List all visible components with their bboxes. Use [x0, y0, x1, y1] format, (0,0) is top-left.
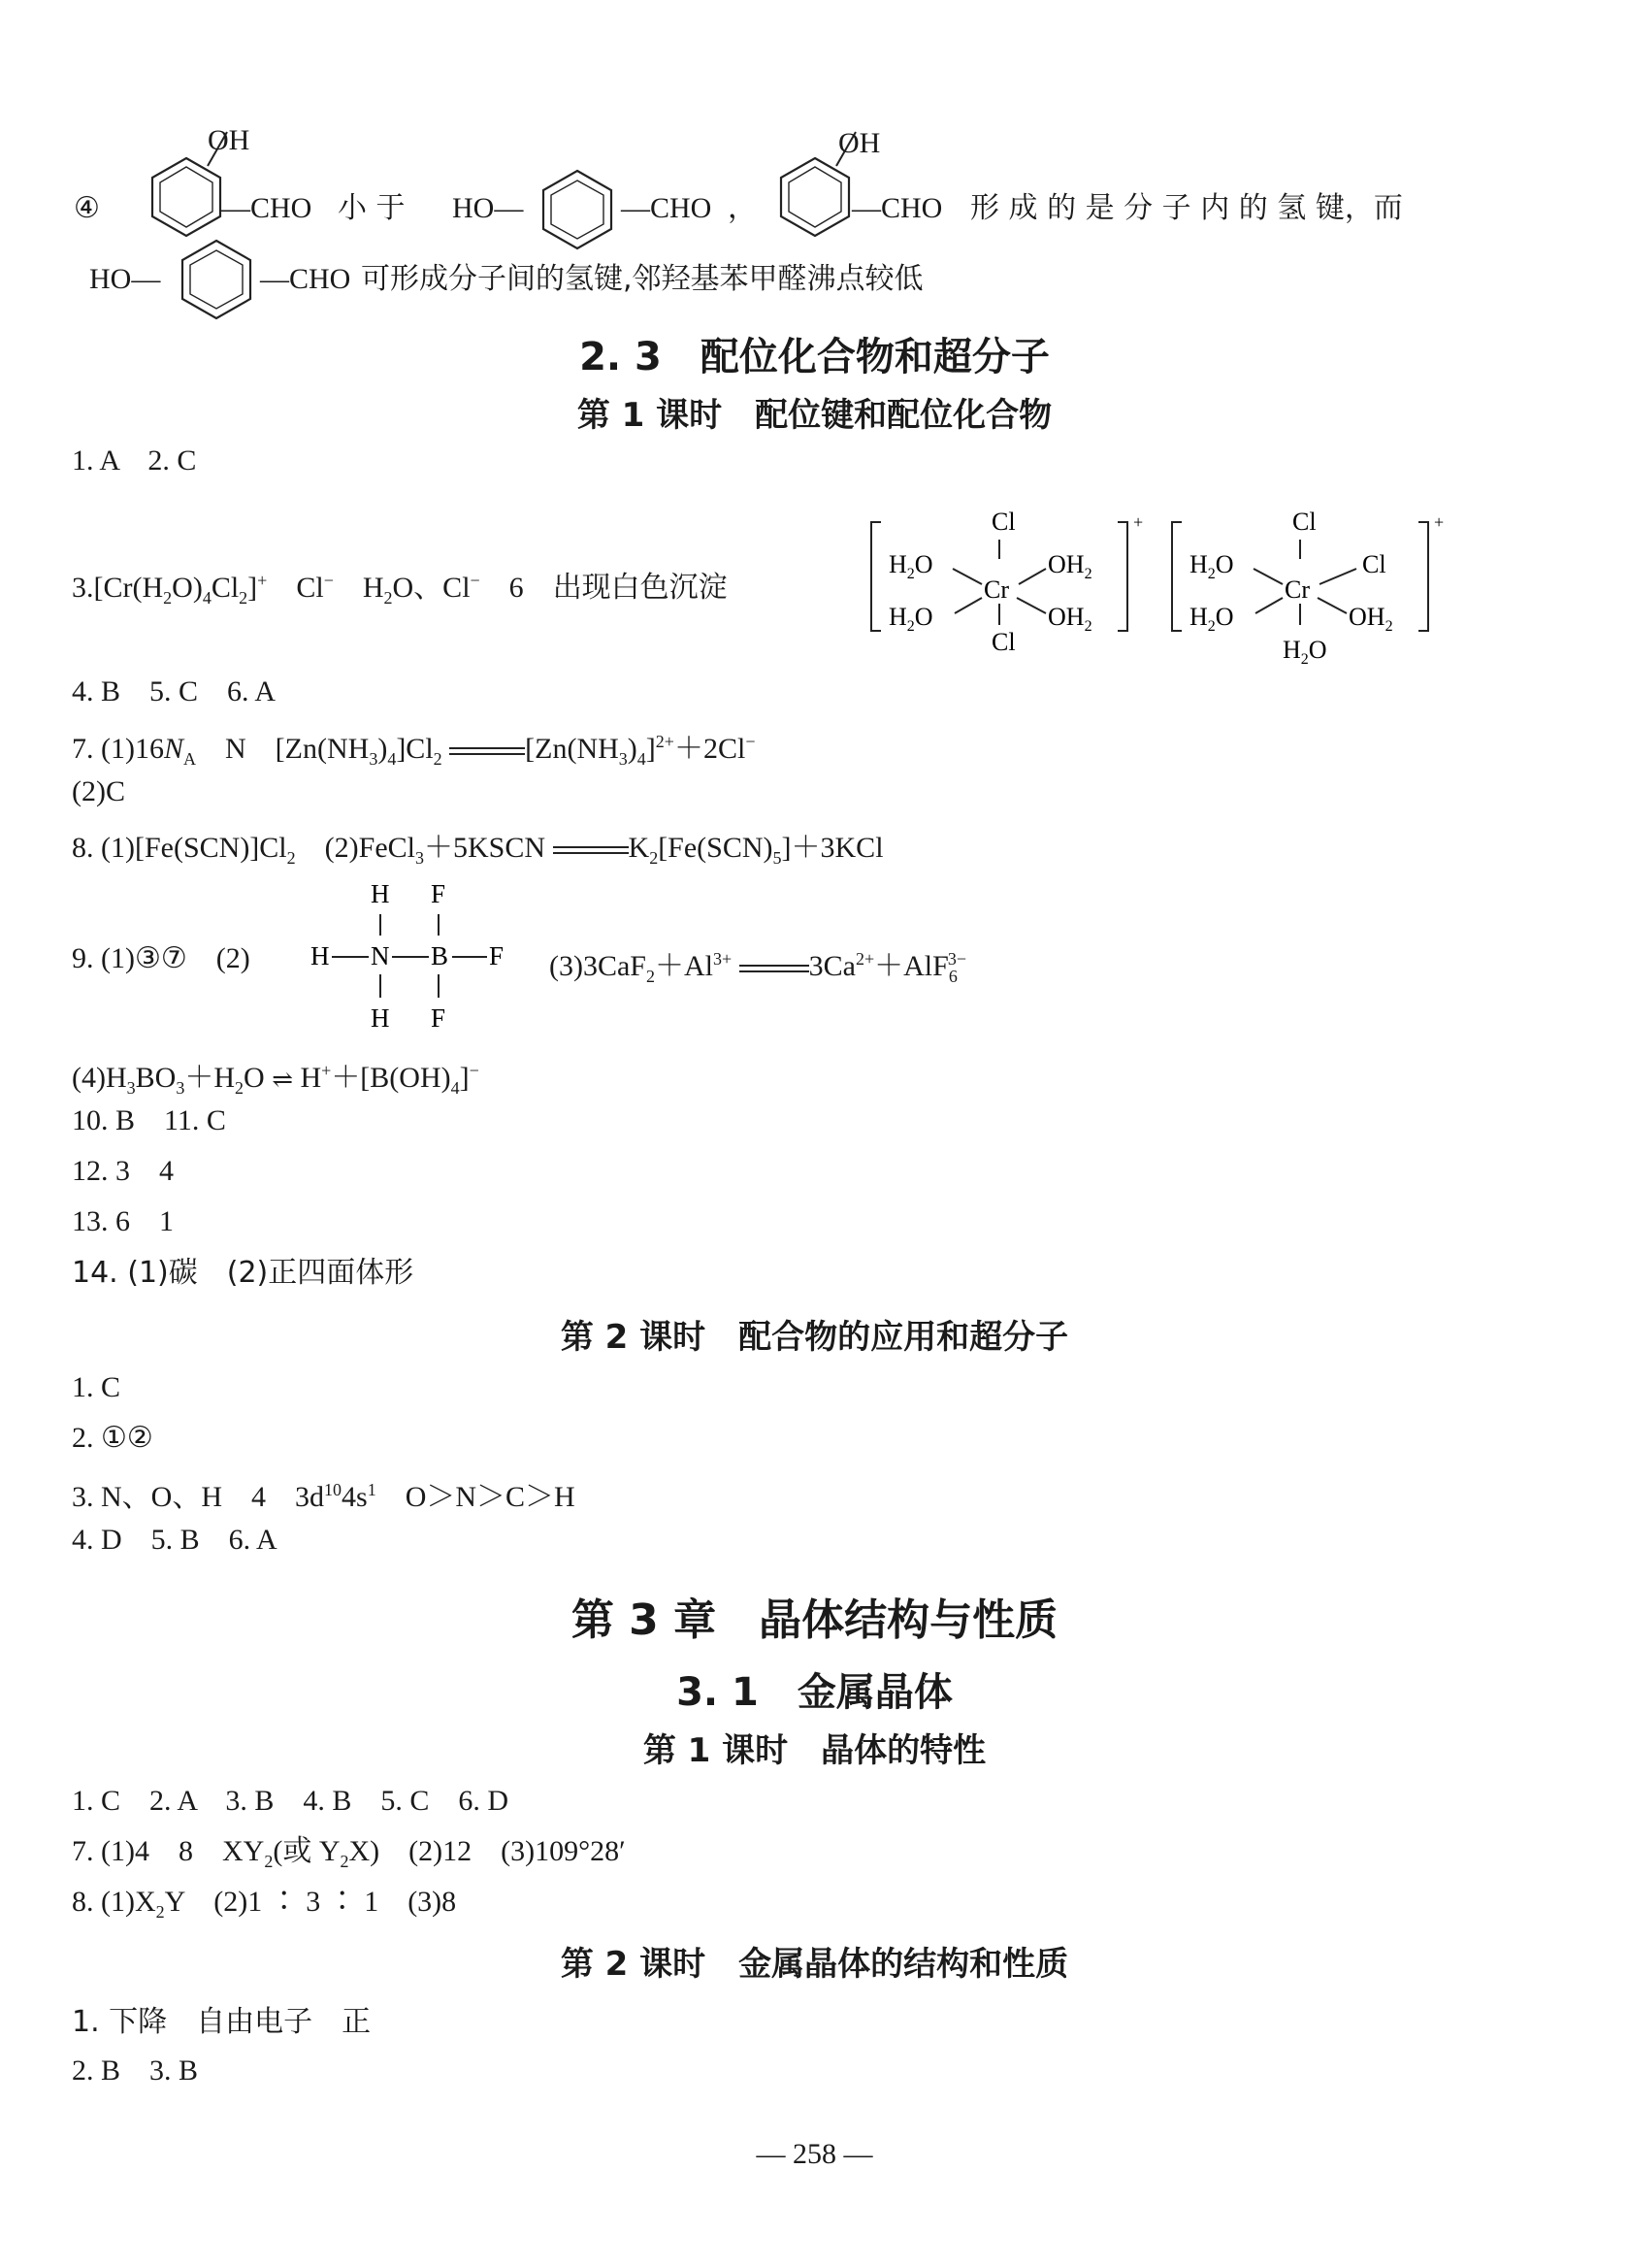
svg-text:H2O: $H_2O$: [1283, 636, 1327, 668]
answer-line-9: 9. (1)③⑦ (2): [72, 942, 250, 974]
benzene-ring-icon: [524, 163, 631, 260]
svg-text:B: B: [431, 941, 449, 970]
lesson-title: 第 2 课时 金属晶体的结构和性质: [560, 1945, 1069, 1984]
answer-line-8: 8. $(1)X_2Y$ (2)1 ∶ 3 ∶ 1 (3)8: [72, 1886, 457, 1922]
answer-line: 1. 下降 自由电子 正: [72, 2005, 372, 2039]
nh3-bf3-structure: [309, 873, 522, 1038]
cho-label: —CHO: [621, 192, 712, 224]
metal-cr: Cr: [984, 575, 1009, 604]
svg-text:H2O: $H_2O$: [1189, 550, 1234, 582]
chapter-title: 第 3 章 晶体结构与性质: [570, 1595, 1059, 1645]
ligand-h2o: $H_2O$: [889, 603, 933, 635]
answer-line: 12. 3 4: [72, 1155, 174, 1187]
item-number: ④: [74, 192, 100, 224]
answer-line-9-4: $(4)H_3BO_3+H_2O$ ⇌ $H^++[B(OH)_4]^-$: [72, 1061, 479, 1098]
text: N: [225, 733, 246, 765]
answer-line: 4. B 5. C 6. A: [72, 675, 277, 707]
page-number: — 258 —: [756, 2138, 873, 2170]
text: 3. N、O、H 4 3d: [72, 1481, 324, 1513]
ho-label: HO—: [452, 192, 524, 224]
complex-structure-trans: [863, 495, 1155, 670]
answer-line: 4. D 5. B 6. A: [72, 1524, 277, 1556]
ligand-oh2: $OH_2$: [1048, 603, 1092, 635]
answer-line: 1. C: [72, 1371, 121, 1403]
oh-label: OH: [838, 127, 881, 159]
answer-line: 1. A 2. C: [72, 444, 197, 477]
ligand-oh2: $OH_2$: [1048, 550, 1092, 582]
svg-text:H2O: $H_2O$: [1189, 603, 1234, 635]
ligand-cl: Cl: [992, 628, 1016, 656]
item-number: 3.: [72, 572, 94, 604]
observation-text: 出现白色沉淀: [552, 571, 728, 605]
svg-text:Cl: Cl: [1362, 550, 1386, 578]
section-title: 3. 1 金属晶体: [676, 1670, 953, 1715]
answer-line: 2. ①②: [72, 1422, 153, 1454]
svg-text:OH2: $OH_2$: [1349, 603, 1393, 635]
comma: ，: [728, 192, 757, 224]
avogadro-symbol: N: [163, 733, 183, 765]
svg-text:N: N: [371, 941, 390, 970]
explanation-text: 可形成分子间的氢键,邻羟基苯甲醛沸点较低: [361, 262, 924, 296]
svg-text:F: F: [431, 1003, 446, 1033]
svg-text:Cr: Cr: [1285, 575, 1310, 604]
answer-line: 2. B 3. B: [72, 2054, 199, 2087]
answer-line-9-3: $(3)3CaF_2+Al^{3+}$ $3Ca^{2+}+AlF_6^{3-}$: [549, 949, 966, 986]
cho-label: —CHO: [260, 263, 351, 295]
answer-line: 14. (1)碳 (2)正四面体形: [72, 1256, 414, 1290]
answer-line-3b: 3. N、O、H 4 $3d^{10}4s^1$ O＞N＞C＞H: [72, 1480, 575, 1513]
ligand-h2o: $H_2O$: [889, 550, 933, 582]
benzene-ring-icon: [163, 233, 270, 330]
lesson-title: 第 1 课时 晶体的特性: [642, 1731, 987, 1770]
complex-structure-cis: [1164, 495, 1455, 670]
cho-label: —CHO: [221, 192, 312, 224]
answer-line-8: 8. $(1)[Fe(SCN)]Cl_2$ (2)FeCl$_3$＋5KSCN $K_2[Fe(SCN)_5]+3KCl$: [72, 832, 884, 868]
svg-text:H: H: [310, 941, 330, 970]
text: 8. (1)X: [72, 1886, 156, 1918]
answer-line: 13. 6 1: [72, 1205, 174, 1237]
explanation-text: 形 成 的 是 分 子 内 的 氢 键，而: [970, 191, 1403, 225]
svg-text:Cl: Cl: [1292, 508, 1317, 536]
answer-line: 1. C 2. A 3. B 4. B 5. C 6. D: [72, 1785, 509, 1817]
text: (3)3CaF: [549, 950, 646, 982]
lesson-title: 第 2 课时 配合物的应用和超分子: [560, 1318, 1069, 1357]
text: 4s: [342, 1481, 368, 1513]
charge: +: [1133, 512, 1144, 532]
section-title: 2. 3 配位化合物和超分子: [579, 335, 1050, 379]
svg-text:H: H: [371, 1003, 390, 1033]
subscript: A: [183, 749, 196, 769]
answer-line-7: 7. (1)4 8 $XY_2$(或 $Y_2X$) (2)12 (3)109°28′: [72, 1834, 626, 1871]
answer-line: (2)C: [72, 775, 125, 807]
answer-line-7: 7. $(1)16N_A$ N $[Zn(NH_3)_4]Cl_2$ $[Zn(NH_3)_4]^{2+}+2Cl^-$: [72, 732, 756, 769]
text: Y (2)1 ∶ 3 ∶ 1 (3)8: [164, 1886, 457, 1918]
less-than-text: 小 于: [338, 191, 406, 225]
svg-text:H: H: [371, 879, 390, 908]
text: O＞N＞C＞H: [405, 1481, 575, 1513]
svg-text:F: F: [489, 941, 505, 970]
text: (3)109°28′: [501, 1835, 626, 1867]
svg-text:F: F: [431, 879, 446, 908]
svg-text:+: +: [1434, 512, 1445, 532]
oh-label: OH: [208, 124, 250, 156]
ho-label: HO—: [89, 263, 161, 295]
text: 7. (1)16: [72, 733, 164, 765]
lesson-title: 第 1 课时 配位键和配位化合物: [576, 396, 1053, 435]
answer-line: 10. B 11. C: [72, 1104, 226, 1136]
answer-line-3: $3.[Cr(H_2O)_4Cl_2]^+$ Cl− $H_2O$、Cl− 6 出现白色沉淀: [72, 571, 728, 608]
cho-label: —CHO: [852, 192, 943, 224]
ligand-cl: Cl: [992, 508, 1016, 536]
